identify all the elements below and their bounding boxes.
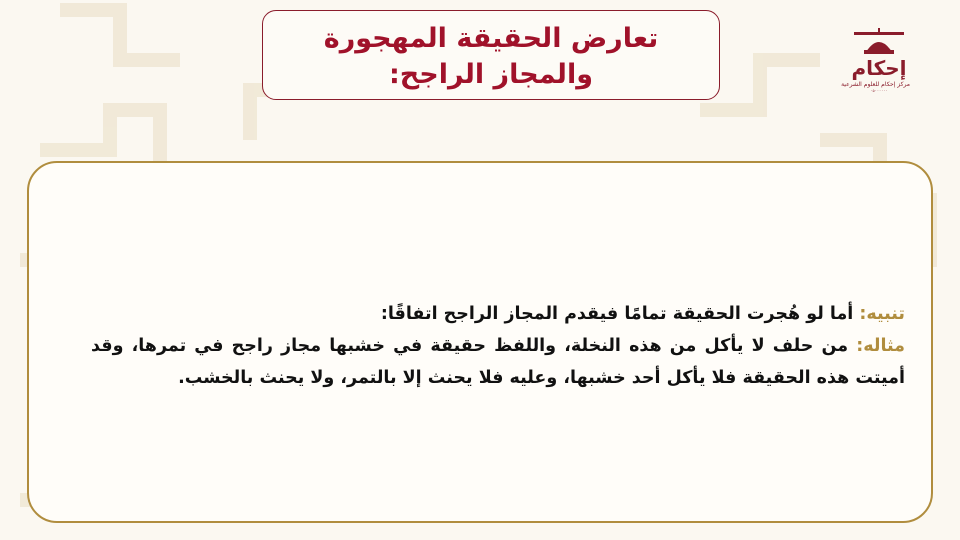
title-line-1: تعارض الحقيقة المهجورة [323, 23, 659, 54]
example-label: مثاله: [856, 336, 905, 356]
logo-contact: ٠٥٠٠٠٠٠٠ [870, 88, 888, 93]
title-box [262, 10, 720, 100]
content-text [91, 298, 905, 394]
content-box [27, 161, 933, 523]
note-text: أما لو هُجرت الحقيقة تمامًا فيقدم المجاز الراجح اتفاقًا: [380, 304, 860, 324]
logo [841, 26, 910, 93]
logo-name: إحكام [851, 56, 907, 80]
logo-subtitle: مركز إحكام للعلوم الشرعية [841, 81, 910, 88]
title-line-2: والمجاز الراجح: [389, 59, 593, 90]
dome-icon [852, 26, 906, 58]
example-text: من حلف لا يأكل من هذه النخلة، واللفظ حقيقة في خشبها مجاز راجح في تمرها، وقد أميتت هذه الحقيقة فلا يأكل أحد خشبها، وعليه فلا يحنث إلا بالتمر، ولا يحنث بالخشب. [91, 336, 905, 388]
note-label: تنبيه: [859, 304, 905, 324]
